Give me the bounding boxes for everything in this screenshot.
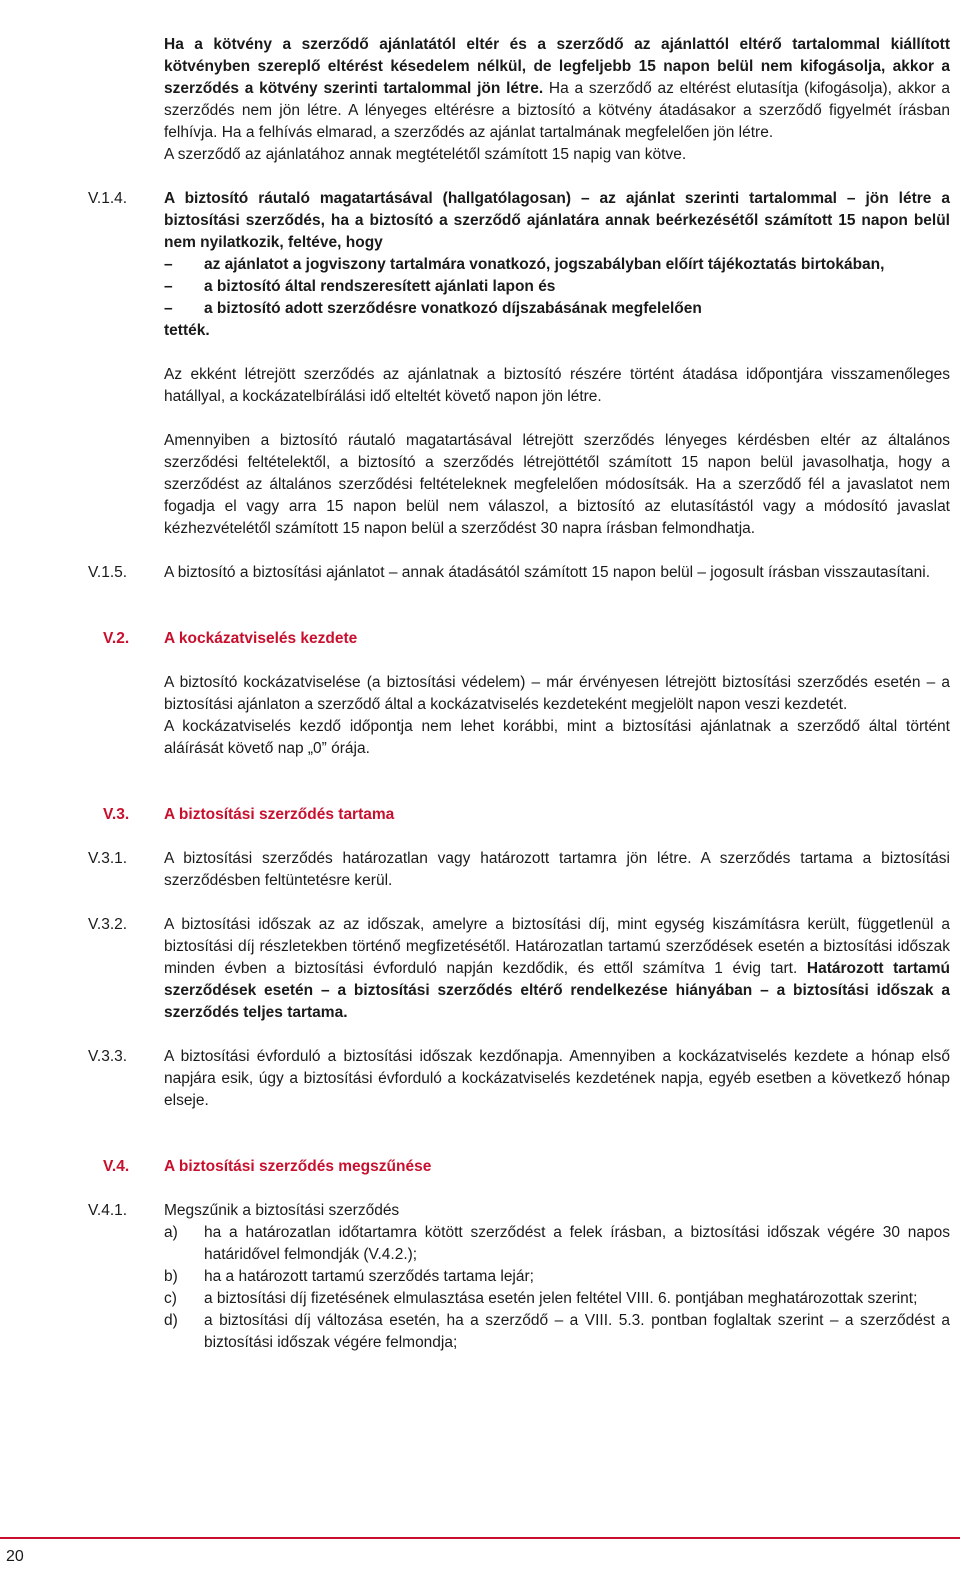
section-number: V.4.1. (88, 1202, 128, 1219)
list-item: b) ha a határozott tartamú szerződés tartama lejár; (164, 1268, 534, 1285)
list-item: – a biztosító által rendszeresített ajánlati lapon és (164, 276, 950, 298)
v15-text: A biztosító a biztosítási ajánlatot – annak átadásától számított 15 napon belül – jogosult írásban visszautasítani. (164, 564, 931, 581)
list-item: c) a biztosítási díj fizetésének elmulasztása esetén jelen feltétel VIII. 6. pontjában meghatározottak szerint; (164, 1290, 918, 1307)
section-v3 (0, 804, 960, 826)
intro-block (0, 34, 960, 166)
list-item: d) a biztosítási díj változása esetén, ha a szerződő – a VIII. 5.3. pontban foglaltak szerint – a szerződést a biztosítási időszak végére felmondja; (164, 1312, 950, 1351)
dash-bullet: – (164, 256, 173, 273)
v14-bullet-list (164, 254, 950, 320)
v14-lead: A biztosító ráutaló magatartásával (hallgatólagosan) – az ajánlat szerinti tartalommal – jön létre a biztosítási szerződés, ha a biztosító a szerződő ajánlatára annak beérkezésétől számított 15 napon belül nem nyilatkozik, feltéve, hogy (164, 190, 950, 251)
section-heading: A biztosítási szerződés tartama (164, 806, 395, 823)
section-number: V.3.1. (88, 850, 128, 867)
v14-paragraph-2: Az ekként létrejött szerződés az ajánlatnak a biztosító részére történt átadása időpontjára visszamenőleges hatállyal, a kockázatelbírálási idő elteltét követő napon jön létre. (164, 366, 950, 405)
list-item: – az ajánlatot a jogviszony tartalmára vonatkozó, jogszabályban előírt tájékoztatás birtokában, (164, 254, 950, 276)
section-v33 (0, 1046, 960, 1112)
v41-letter-list (164, 1222, 950, 1354)
v2-paragraph-1: A biztosító kockázatviselése (a biztosítási védelem) – már érvényesen létrejött biztosítási szerződés esetén – a biztosítási ajánlaton a szerződő által a kockázatviselés kezdeteként megjelölt napon veszi kezdetét. (164, 674, 950, 713)
section-number: V.3. (103, 806, 130, 823)
v14-paragraph-3: Amennyiben a biztosító ráutaló magatartásával létrejött szerződés lényeges kérdésben eltér az általános szerződési feltételektől, a biztosító a szerződés létrejöttétől számított 15 napon belül javasolhatja, hogy a szerződést az általános szerződési feltételeknek megfelelően módosítsák. Ha a szerződő fél a javaslatot nem fogadja el vagy arra 15 napon belül nem válaszol, a biztosító az elutasítástól vagy a módosító javaslat kézhezvételétől számított 15 napon belül a szerződést 30 napra írásban felmondhatja. (164, 432, 950, 537)
section-v2 (0, 628, 960, 650)
v41-lead: Megszűnik a biztosítási szerződés (164, 1202, 400, 1219)
intro-bold-text: Ha a kötvény a szerződő ajánlatától eltér és a szerződő az ajánlattól eltérő tartalommal kiállított kötvényben szereplő eltérést késedelem nélkül, de legfeljebb 15 napon belül nem kifogásolja, akkor a szerződés a kötvény szerinti tartalommal jön létre. (164, 36, 950, 97)
list-item: – a biztosító adott szerződésre vonatkozó díjszabásának megfelelően (164, 298, 950, 320)
section-v15 (0, 562, 960, 584)
section-number: V.2. (103, 630, 130, 647)
v2-paragraph-2: A kockázatviselés kezdő időpontja nem lehet korábbi, mint a biztosítási ajánlatnak a szerződő által történt aláírását követő nap „0” órája. (164, 718, 950, 757)
section-heading: A kockázatviselés kezdete (164, 630, 358, 647)
section-number: V.3.2. (88, 916, 128, 933)
page-content (0, 34, 960, 1354)
section-number: V.1.5. (88, 564, 128, 581)
footer-divider (0, 1537, 960, 1539)
intro-last-line: A szerződő az ajánlatához annak megtételétől számított 15 napig van kötve. (164, 146, 687, 163)
section-v41 (0, 1200, 960, 1354)
v32-text: A biztosítási időszak az az időszak, amelyre a biztosítási díj, mint egység kiszámításra került, függetlenül a biztosítási díj részletekben történő megfizetésétől. Határozatlan tartamú szerződések esetén a biztosítási időszak minden évben a biztosítási évforduló napján kezdődik, és ettől számítva 1 évig tart. Határozott tartamú szerződések esetén – a biztosítási szerződés eltérő rendelkezése hiányában – a biztosítási időszak a szerződés teljes tartama. (164, 916, 950, 1021)
section-v4 (0, 1156, 960, 1178)
section-number: V.1.4. (88, 190, 128, 207)
intro-normal-text: Ha a szerződő az eltérést elutasítja (kifogásolja), akkor a szerződés nem jön létre. A lényeges eltérésre a biztosító a kötvény átadásakor a szerződő figyelmét írásban felhívja. Ha a felhívás elmarad, a szerződés az ajánlat tartalmának megfelelően jön létre. (164, 80, 950, 141)
section-number: V.3.3. (88, 1048, 128, 1065)
intro-paragraph (164, 34, 950, 144)
page-number: 20 (6, 1548, 24, 1565)
section-v31 (0, 848, 960, 892)
section-v14 (0, 188, 960, 342)
v31-text: A biztosítási szerződés határozatlan vagy határozott tartamra jön létre. A szerződés tartama a biztosítási szerződésben feltüntetésre kerül. (164, 850, 950, 889)
v14-tail: tették. (164, 322, 210, 339)
section-v32 (0, 914, 960, 1024)
dash-bullet: – (164, 300, 173, 317)
list-item: a) ha a határozatlan időtartamra kötött szerződést a felek írásban, a biztosítási időszak végére 30 napos határidővel felmondják (V.4.2.); (164, 1224, 950, 1263)
dash-bullet: – (164, 278, 173, 295)
v33-text: A biztosítási évforduló a biztosítási időszak kezdőnapja. Amennyiben a kockázatviselés kezdete a hónap első napjára esik, úgy a biztosítási évforduló a kockázatviselés kezdetének napja, egyéb esetben a következő hónap elseje. (164, 1048, 950, 1109)
section-number: V.4. (103, 1158, 130, 1175)
section-heading: A biztosítási szerződés megszűnése (164, 1158, 432, 1175)
